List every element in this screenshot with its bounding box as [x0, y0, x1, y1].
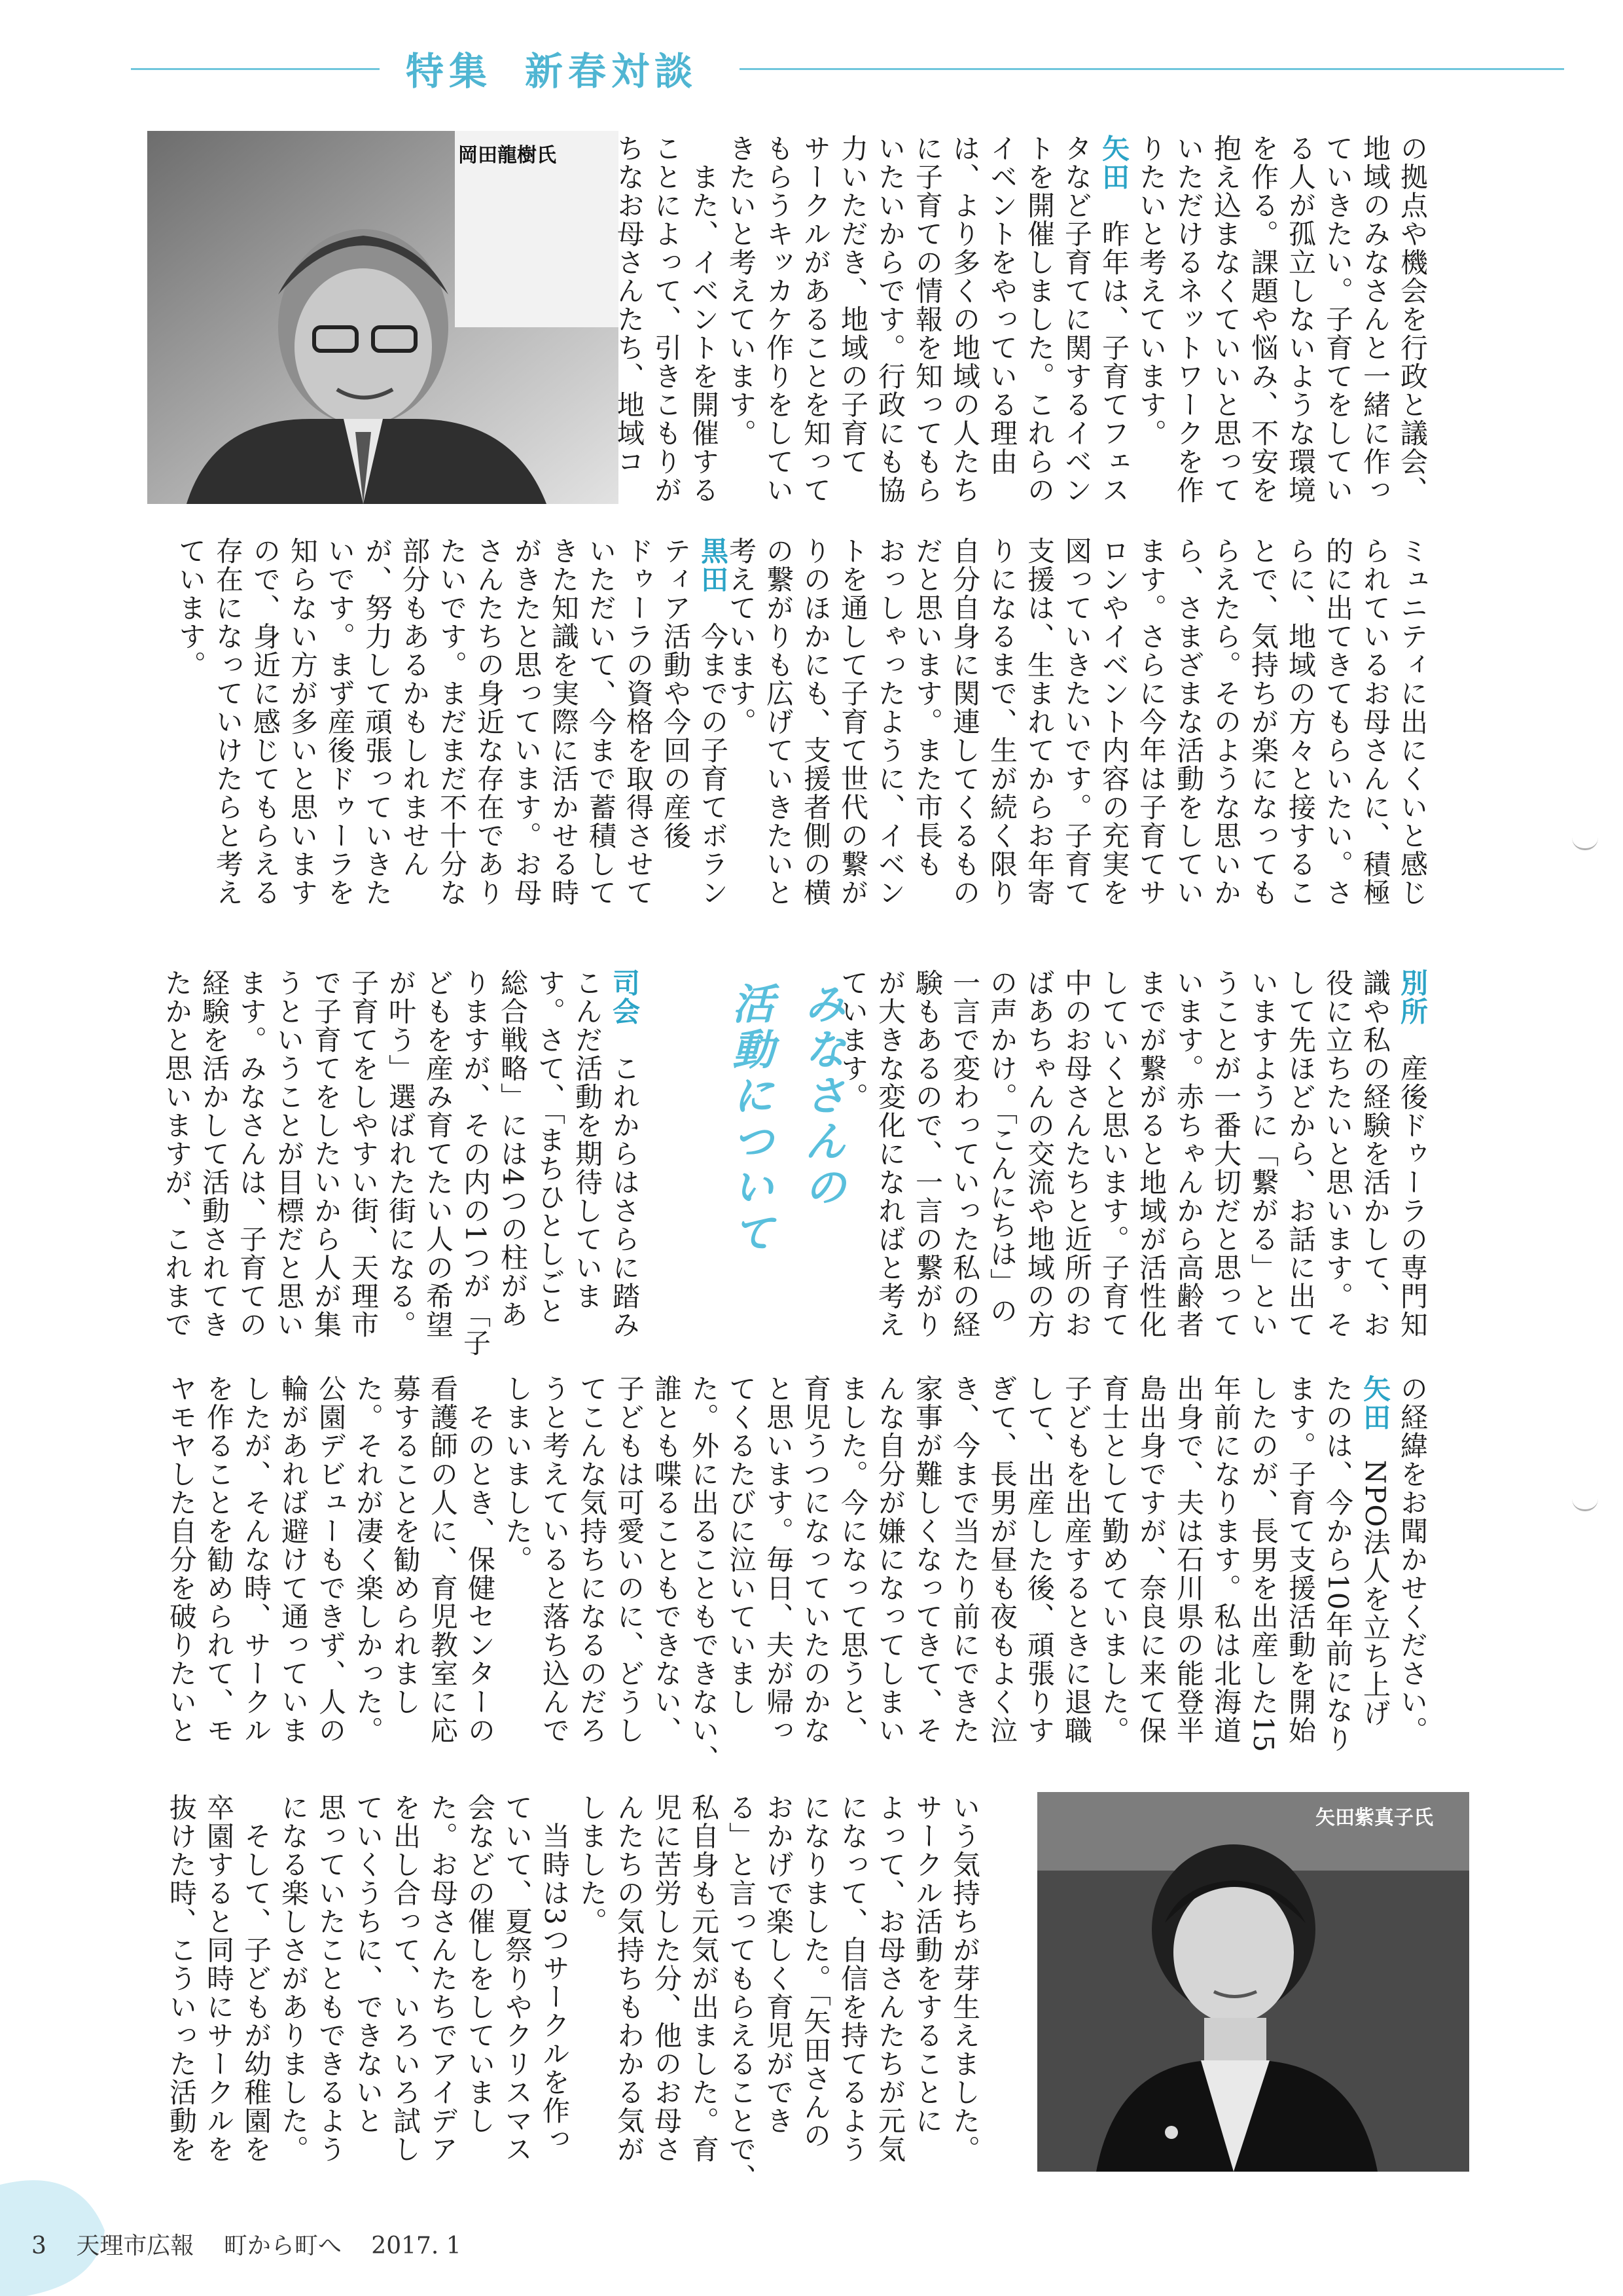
text-bottom-right: の経緯をお聞かせください。 [1397, 1374, 1429, 1745]
photo-okada [147, 131, 618, 504]
text-yata-top: 昨年は、子育てフェス タなど子育てに関するイベン トを開催しました。これらの イベントをやっている理由 は、より多くの地域の人たち に子育ての情報を知ってもら いたいからです。行政にも協 力いただき、地域の子育て サークルがあることを知って もらうキッカケ作りをしてい きたいと考えています。 また、イベントを開催する ことによって、引きこもりが ちなお母さんたち、地域コ [613, 134, 1130, 505]
caption-yata: 矢田紫真子氏 [1315, 1806, 1433, 1829]
speaker-yata: 矢田 [1098, 134, 1130, 191]
publication-name: 天理市広報 [76, 2233, 194, 2259]
text-shikai: これからはさらに踏み こんだ活動を期待していま す。さて、「まちひとしごと 総合戦略」には4つの柱があ りますが、その内の1つが「子 どもを産み育てたい人の希望 が叶う」選ばれた街になる。 子育てをしやすい街、天理市 で子育てをしたいから人が集 うということが目標だと思い ます。みなさんは、子育ての 経験を活かして活動されてき たかと思いますが、これまで [161, 969, 641, 1357]
text-middle-right: ミュニティに出にくいと感じ られているお母さんに、積極 的に出てきてもらいたい。さ らに、地域の方々と接するこ とで、気持ちが楽になっても らえたら。そのような思いか ら、さまざまな活動をしてい ます。さらに今年は子育てサ ロンやイベント内容の充実を 図っていきたいです。子育て 支援は、生まれてからお年寄 りになるまで、生が続く限り 自分自身に関連してくるもの だと思います。また市長も おっしゃったように、イベン トを通して子育て世代の繋が りのほかにも、支援者側の横 の繋がりも広げていきたいと 考えています。 [725, 537, 1429, 907]
caption-okada: 岡田龍樹氏 [458, 144, 556, 167]
binding-mark-upper [1572, 838, 1598, 850]
photo-yata [1037, 1792, 1469, 2172]
header-title: 新春対談 [525, 49, 698, 94]
text-top-right: の拠点や機会を行政と議会、 地域のみなさんと一緒に作っ ていきたい。子育てをしてい る人が孤立しないような環境 を作る。課題や悩み、不安を 抱え込まなくていいと思って いただけるネットワークを作 りたいと考えています。 [1135, 134, 1429, 505]
publication-date: 2017. 1 [371, 2233, 461, 2259]
speaker-shikai: 司会 [609, 969, 641, 1026]
page-footer [31, 2227, 484, 2261]
speaker-bessho: 別所 [1397, 969, 1429, 1026]
portrait-okada-image [147, 131, 618, 504]
column-lower-right [834, 969, 1469, 1361]
column-bottom-middle [166, 1793, 1021, 2192]
text-kuroda: 今までの子育てボラン ティア活動や今回の産後 ドゥーラの資格を取得させて いただいて、今まで蓄積して きた知識を実際に活かせる時 がきたと思っています。お母 さんたちの身近な存在であり たいです。まだまだ不十分な 部分もあるかもしれません が、努力して頑張っていきた いです。まず産後ドゥーラを 知らない方が多いと思います ので、身近に感じてもらえる 存在になっていけたらと考え ています。 [175, 537, 729, 907]
page-number: 3 [31, 2233, 46, 2259]
portrait-yata-image [1037, 1792, 1469, 2172]
text-bottom-middle: いう気持ちが芽生えました。 サークル活動をすることに よって、お母さんたちが元気 になって、自信を持てるよう になりました。「矢田さんの おかげで楽しく育児ができ る」と言ってもらえることで、 私自身も元気が出ました。育 児に苦労した分、他のお母さ んたちの気持ちもわかる気が しました。 当時は3つサークルを作っ ていて、夏祭りやクリスマス 会などの催しをしていまし た。お母さんたちでアイデア を出し合って、いろいろ試し ていくうちに、できないと 思っていたこともできるよう になる楽しさがありました。 そして、子どもが幼稚園を 卒園すると同時にサークルを 抜けた時、こういった活動を [166, 1793, 981, 2192]
header-prefix: 特集 [406, 49, 493, 94]
column-lower-left [144, 969, 681, 1361]
column-middle-right [722, 537, 1469, 929]
header-rule-right [740, 68, 1564, 70]
section-heading: みなさんの 活動について [725, 982, 846, 1257]
publication-subtitle: 町から町へ [223, 2233, 342, 2259]
binding-mark-lower [1572, 1499, 1598, 1511]
column-top-right [611, 134, 1469, 527]
text-bessho: 産後ドゥーラの専門知 識や私の経験を活かして、お 役に立ちたいと思います。そ して先ほどから、お話に出て いますように「繋がる」とい うことが一番大切だと思って います。赤ちゃんから高齢者 までが繋がると地域が活性化 していくと思います。子育て 中のお母さんたちと近所のお ばあちゃんの交流や地域の方 の声かけ。「こんにちは」の 一言で変わっていった私の経 験もあるので、一言の繋がり が大きな変化になればと考え ています。 [837, 969, 1429, 1339]
text-yata-bottom: NPO法人を立ち上げ たのは、今から10年前になり ます。子育て支援活動を開始 したのが、長男を出産した15 年前になります。私は北海道 出身で、夫は石川県の能登半 島出身ですが、奈良に来て保 育士として勤めていました。 子どもを出産するときに退職 して、出産した後、頑張りす ぎて、長男が昼も夜もよく泣 き、今まで当たり前にできた 家事が難しくなってきて、そ んな自分が嫌になってしまい ました。今になって思うと、 育児うつになっていたのかな と思います。毎日、夫が帰っ てくるたびに泣いていまし た。外に出ることもできない、 誰とも喋ることもできない、 子どもは可愛いのに、どうし てこんな気持ちになるのだろ うと考えていると落ち込んで しまいました。 そのとき、保健センターの 看護師の人に、育児教室に応 募することを勧められまし た。それが凄く楽しかった。 公園デビューもできず、人の 輪があれば避けて通っていま したが、そんな時、サークル を作ることを勧められて、モ ヤモヤした自分を破りたいと [166, 1374, 1391, 1773]
speaker-kuroda: 黒田 [697, 537, 729, 594]
speaker-yata-bottom: 矢田 [1359, 1374, 1391, 1431]
page-header [406, 41, 730, 96]
column-bottom-right [163, 1374, 1469, 1773]
header-rule-left [131, 68, 380, 70]
column-middle-left [144, 537, 769, 929]
